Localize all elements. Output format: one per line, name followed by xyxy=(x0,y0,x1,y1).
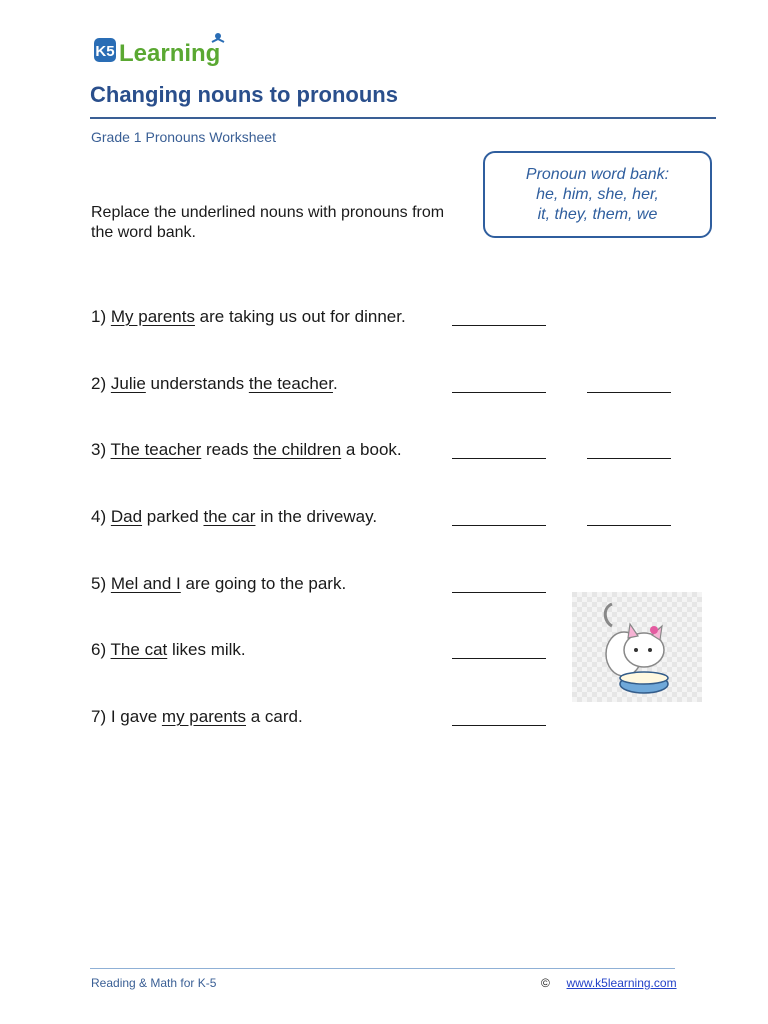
sentence-text: . xyxy=(332,374,338,393)
sentence-text: I gave xyxy=(110,707,162,726)
sentence-text: in the driveway. xyxy=(255,507,378,526)
question-number: 2) xyxy=(91,374,107,393)
question-text xyxy=(91,574,346,594)
instructions: Replace the underlined nouns with pronouns from the word bank. xyxy=(91,204,445,241)
answer-blank[interactable] xyxy=(452,658,546,659)
underlined-noun: Mel and I xyxy=(110,574,181,593)
footer-tagline: Reading & Math for K-5 xyxy=(91,976,217,990)
question-number: 1) xyxy=(91,307,107,326)
question-text xyxy=(91,640,246,660)
word-bank-line: Pronoun word bank: xyxy=(525,166,670,183)
question-text xyxy=(91,707,303,727)
question-number: 6) xyxy=(91,640,107,659)
underlined-noun: My parents xyxy=(110,307,195,326)
sentence-text: parked xyxy=(142,507,204,526)
word-bank-line: it, they, them, we xyxy=(537,206,658,223)
sentence-text: reads xyxy=(201,440,254,459)
question-text xyxy=(91,374,338,394)
answer-blank[interactable] xyxy=(587,458,671,459)
answer-blank[interactable] xyxy=(587,392,671,393)
answer-blank[interactable] xyxy=(452,525,546,526)
footer-copyright xyxy=(541,976,677,990)
word-bank-line: he, him, she, her, xyxy=(536,186,659,203)
answer-blank[interactable] xyxy=(452,725,546,726)
underlined-noun: the children xyxy=(253,440,342,459)
question-number: 5) xyxy=(91,574,107,593)
sentence-text: understands xyxy=(145,374,249,393)
question-number: 4) xyxy=(91,507,107,526)
cat-drinking-milk-illustration xyxy=(572,592,702,702)
page-title: Changing nouns to pronouns xyxy=(90,82,398,107)
answer-blank[interactable] xyxy=(452,592,546,593)
logo-k5-text: K5 xyxy=(95,43,115,60)
answer-blank[interactable] xyxy=(452,458,546,459)
question-number: 3) xyxy=(91,440,107,459)
worksheet-subtitle: Grade 1 Pronouns Worksheet xyxy=(91,129,276,145)
answer-blank[interactable] xyxy=(452,392,546,393)
footer-website-link[interactable]: www.k5learning.com xyxy=(566,976,677,990)
pronoun-word-bank xyxy=(483,151,712,238)
answer-blank[interactable] xyxy=(452,325,546,326)
underlined-noun: The teacher xyxy=(110,440,202,459)
underlined-noun: the car xyxy=(203,507,256,526)
question-number: 7) xyxy=(91,707,107,726)
sentence-text: a book. xyxy=(341,440,402,459)
sentence-text: likes milk. xyxy=(167,640,246,659)
question-text xyxy=(91,507,377,527)
footer-divider xyxy=(90,968,675,969)
sentence-text: are taking us out for dinner. xyxy=(194,307,406,326)
underlined-noun: Dad xyxy=(110,507,143,526)
underlined-noun: Julie xyxy=(110,374,146,393)
title-divider xyxy=(90,117,716,119)
logo-name-text: Learning xyxy=(119,40,221,67)
sentence-text: a card. xyxy=(246,707,303,726)
question-text xyxy=(91,440,402,460)
underlined-noun: my parents xyxy=(161,707,246,726)
underlined-noun: the teacher xyxy=(248,374,333,393)
answer-blank[interactable] xyxy=(587,525,671,526)
copyright-symbol: © xyxy=(541,976,550,990)
question-text xyxy=(91,307,406,327)
k5-learning-logo xyxy=(92,28,262,74)
sentence-text: are going to the park. xyxy=(180,574,347,593)
underlined-noun: The cat xyxy=(110,640,168,659)
